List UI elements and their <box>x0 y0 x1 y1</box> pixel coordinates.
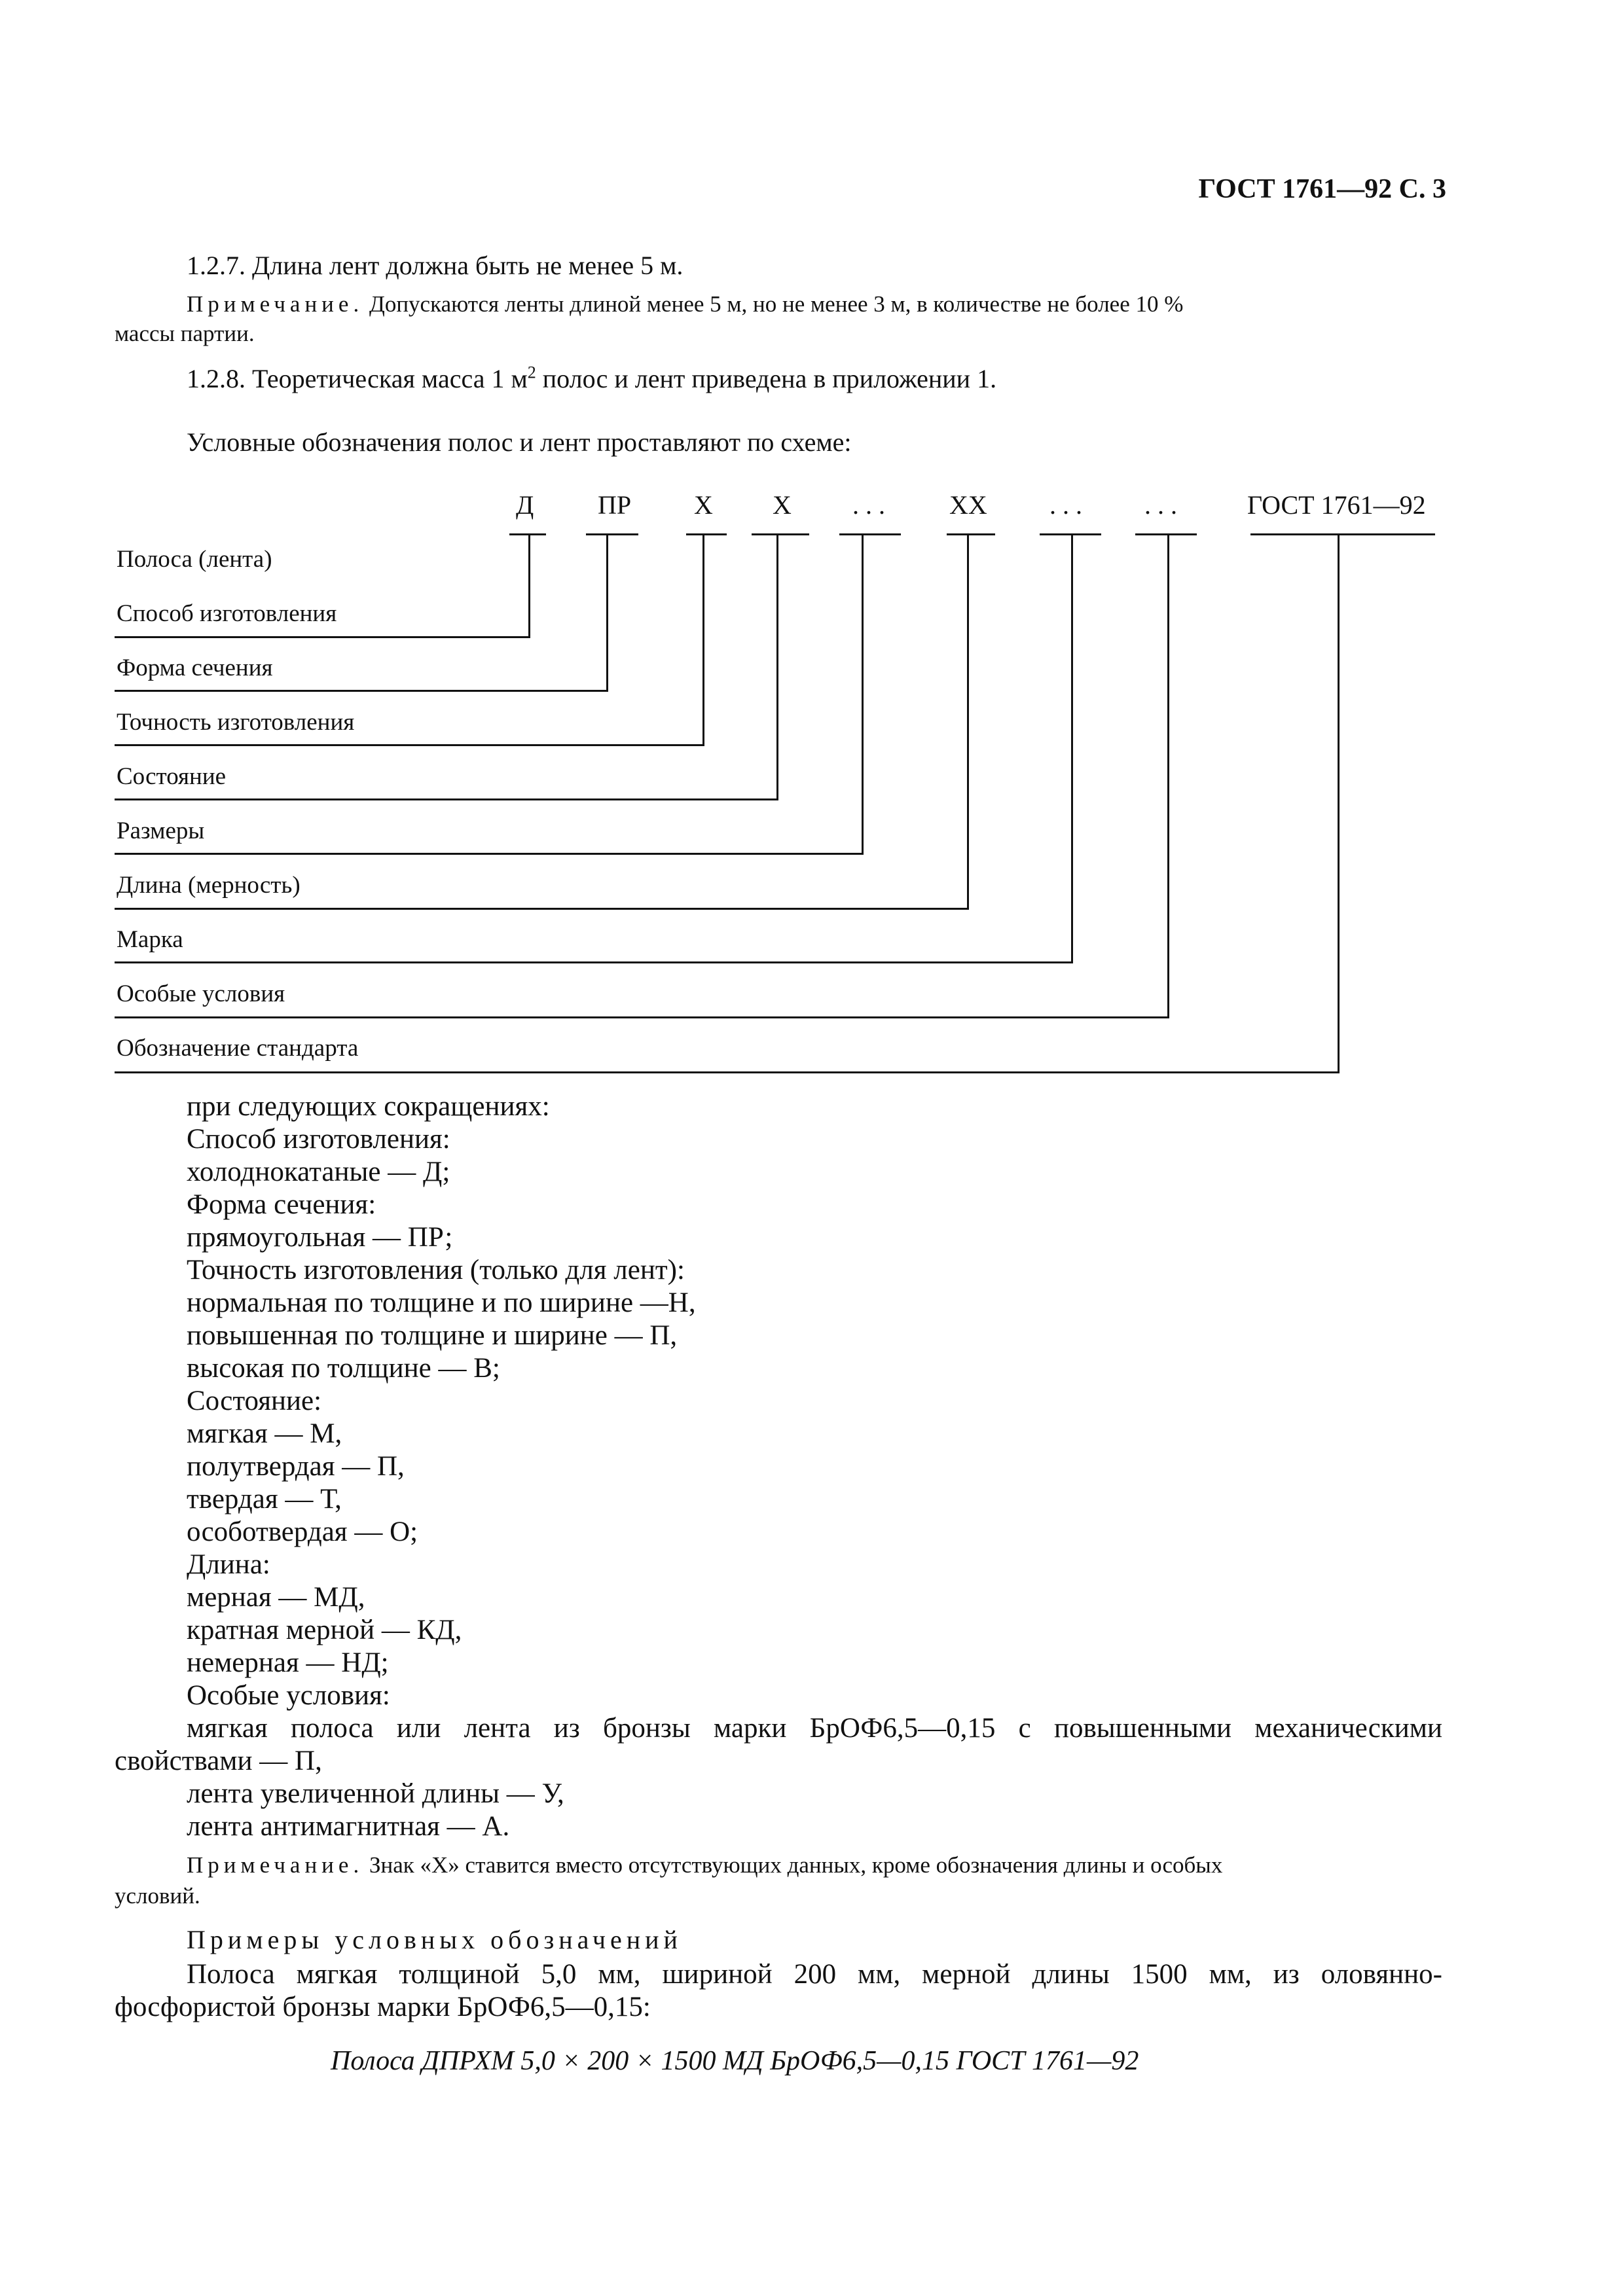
abbr-line: твердая — Т, <box>187 1484 342 1515</box>
connector-horizontal <box>115 961 1073 963</box>
connector-vertical <box>528 535 530 638</box>
special-condition-line1: мягкая полоса или лента из бронзы марки БрОФ6,5—0,15 с повышенными механическими <box>187 1713 1442 1744</box>
code-underline <box>1250 533 1435 535</box>
example-description-line2: фосфористой бронзы марки БрОФ6,5—0,15: <box>115 1992 651 2022</box>
scheme-label: Марка <box>117 926 183 953</box>
code-underline <box>509 533 546 535</box>
scheme-code: Д <box>516 490 534 520</box>
code-underline <box>1040 533 1101 535</box>
special-condition-line2: свойствами — П, <box>115 1746 322 1776</box>
abbr-line: Длина: <box>187 1549 270 1580</box>
connector-vertical <box>1167 535 1169 1018</box>
scheme-label: Длина (мерность) <box>117 872 301 899</box>
code-underline <box>586 533 638 535</box>
connector-vertical <box>1338 535 1340 1073</box>
abbr-line: Точность изготовления (только для лент): <box>187 1255 685 1285</box>
code-underline <box>1135 533 1197 535</box>
abbr-line: Способ изготовления: <box>187 1124 450 1155</box>
connector-vertical <box>776 535 778 800</box>
scheme-code: Х <box>694 490 713 520</box>
abbr-line: мягкая — М, <box>187 1418 342 1449</box>
note-2-label: Примечание. <box>187 1852 364 1878</box>
connector-vertical <box>1071 535 1073 963</box>
scheme-code: ХХ <box>949 490 987 520</box>
p128-prefix: 1.2.8. Теоретическая масса 1 м <box>187 364 528 393</box>
connector-horizontal <box>115 636 530 638</box>
connector-horizontal <box>115 744 704 746</box>
scheme-label: Состояние <box>117 763 227 790</box>
scheme-label: Способ изготовления <box>117 600 337 627</box>
connector-vertical <box>702 535 704 746</box>
connector-horizontal <box>115 1016 1169 1018</box>
code-underline <box>839 533 901 535</box>
paragraph-1-2-7: 1.2.7. Длина лент должна быть не менее 5 м. <box>187 251 684 280</box>
note-1-label: Примечание. <box>187 291 364 317</box>
scheme-code: . . . <box>852 490 885 520</box>
note-2-line2: условий. <box>115 1883 200 1909</box>
code-underline <box>686 533 727 535</box>
connector-horizontal <box>115 798 778 800</box>
scheme-label: Обозначение стандарта <box>117 1035 359 1062</box>
abbr-line: кратная мерной — КД, <box>187 1615 462 1645</box>
note-1-line2: массы партии. <box>115 321 255 346</box>
scheme-label: Размеры <box>117 817 205 844</box>
connector-horizontal <box>115 690 608 692</box>
connector-vertical <box>967 535 969 910</box>
abbr-line: Особые условия: <box>187 1680 390 1711</box>
example-description-line1: Полоса мягкая толщиной 5,0 мм, шириной 200 мм, мерной длины 1500 мм, из оловянно- <box>187 1959 1442 1990</box>
note-1 <box>187 291 1442 317</box>
abbr-line: полутвердая — П, <box>187 1451 405 1482</box>
example-designation: Полоса ДПРХМ 5,0 × 200 × 1500 МД БрОФ6,5—0,15 ГОСТ 1761—92 <box>331 2046 1139 2076</box>
connector-vertical <box>862 535 864 855</box>
abbr-line: прямоугольная — ПР; <box>187 1222 453 1253</box>
connector-vertical <box>606 535 608 692</box>
scheme-label: Точность изготовления <box>117 709 355 736</box>
abbr-line: повышенная по толщине и ширине — П, <box>187 1320 678 1351</box>
abbr-line: высокая по толщине — В; <box>187 1353 500 1384</box>
abbreviations-list <box>187 1090 696 1712</box>
examples-heading: Примеры условных обозначений <box>187 1925 682 1954</box>
connector-horizontal <box>115 908 969 910</box>
scheme-label: Полоса (лента) <box>117 546 272 573</box>
p128-suffix: полос и лент приведена в приложении 1. <box>536 364 997 393</box>
abbr-line: холоднокатаные — Д; <box>187 1157 450 1187</box>
note-2-line1: Знак «Х» ставится вместо отсутствующих данных, кроме обозначения длины и особых <box>363 1852 1223 1878</box>
connector-horizontal <box>115 1071 1340 1073</box>
special-condition-2: лента увеличенной длины — У, <box>187 1778 564 1809</box>
note-1-line1: Допускаются ленты длиной менее 5 м, но не менее 3 м, в количестве не более 10 % <box>363 291 1184 317</box>
connector-horizontal <box>115 853 864 855</box>
scheme-intro: Условные обозначения полос и лент проставляют по схеме: <box>187 427 852 457</box>
page-header: ГОСТ 1761—92 С. 3 <box>1198 174 1446 204</box>
code-underline <box>752 533 809 535</box>
abbr-line: Состояние: <box>187 1386 322 1416</box>
abbr-line: мерная — МД, <box>187 1582 365 1613</box>
note-2 <box>187 1852 1442 1878</box>
scheme-code: Х <box>773 490 792 520</box>
special-condition-3: лента антимагнитная — А. <box>187 1811 510 1842</box>
abbr-line: Форма сечения: <box>187 1189 376 1220</box>
abbr-line: нормальная по толщине и по ширине —Н, <box>187 1287 696 1318</box>
scheme-code: . . . <box>1049 490 1082 520</box>
abbr-line: при следующих сокращениях: <box>187 1091 550 1122</box>
scheme-label: Форма сечения <box>117 655 273 681</box>
abbr-line: немерная — НД; <box>187 1647 389 1678</box>
scheme-code: ПР <box>598 490 632 520</box>
code-underline <box>947 533 995 535</box>
p128-sup: 2 <box>527 363 536 382</box>
scheme-label: Особые условия <box>117 980 285 1007</box>
scheme-code: . . . <box>1144 490 1177 520</box>
paragraph-1-2-8 <box>187 363 996 394</box>
scheme-code: ГОСТ 1761—92 <box>1247 490 1426 520</box>
abbr-line: особотвердая — О; <box>187 1516 418 1547</box>
